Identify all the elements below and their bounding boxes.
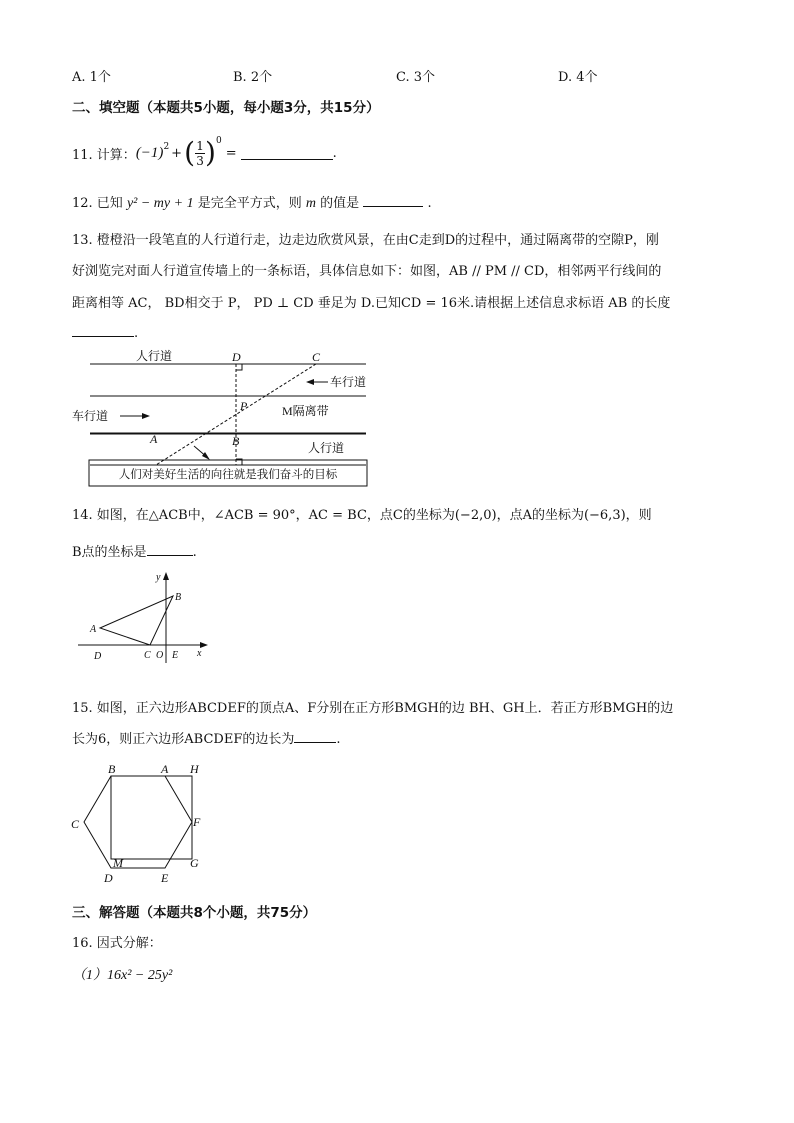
triangle-ACB <box>100 596 173 645</box>
q11-period: . <box>332 145 337 161</box>
question-11 <box>72 138 337 168</box>
q12-prefix: 12. 已知 <box>72 196 123 211</box>
q12-period: . <box>427 196 432 211</box>
option-c: C. 3个 <box>396 70 436 85</box>
label-F: F <box>193 815 201 829</box>
label-lane-right: 车行道 <box>330 375 367 389</box>
label-A: A <box>150 432 158 446</box>
q15-period: . <box>336 732 341 747</box>
label-P: P <box>240 399 248 413</box>
q11-plus: + <box>171 145 183 161</box>
q11-fraction <box>195 139 205 168</box>
q13-figure <box>60 346 380 488</box>
q13-period: . <box>134 326 139 341</box>
q11-left-paren: ( <box>184 136 196 169</box>
q11-frac-den: 3 <box>196 153 204 168</box>
label-y: y <box>156 572 161 583</box>
section-title-solutions: 三、解答题（本题共8个小题，共75分） <box>72 905 317 921</box>
section-title-fill-blank: 二、填空题（本题共5小题，每小题3分，共15分） <box>72 100 380 116</box>
label-x: x <box>197 648 202 659</box>
arrowhead-left-icon <box>306 379 314 385</box>
label-B: B <box>232 434 240 448</box>
label-M: M <box>113 856 123 870</box>
label-B: B <box>175 592 182 603</box>
arrowhead-right-icon <box>142 413 150 419</box>
q11-exp-a: 2 <box>163 142 170 152</box>
q11-frac-num: 1 <box>196 138 204 153</box>
square-BMGH <box>111 776 192 859</box>
q11-expr-a: (−1) <box>135 144 164 161</box>
q13-line-2: 好浏览完对面人行道宣传墙上的一条标语，具体信息如下：如图，AB // PM // CD，相邻两平行线间的 <box>72 264 662 279</box>
q13-line-1: 13. 橙橙沿一段笔直的人行道行走，边走边欣赏风景，在由C走到D的过程中，通过隔离带的空隙P，刚 <box>72 233 659 248</box>
option-d: D. 4个 <box>558 70 598 85</box>
q12-var: m <box>305 196 317 211</box>
label-H: H <box>190 762 199 776</box>
q13-answer-blank[interactable] <box>72 324 134 337</box>
q12-suffix: 的值是 <box>320 196 360 211</box>
y-axis-arrow-icon <box>163 572 169 580</box>
q11-prefix: 11. 计算： <box>72 147 136 163</box>
q15-figure <box>66 756 216 888</box>
q14-line-2-wrap <box>72 541 197 560</box>
label-D: D <box>232 350 241 364</box>
label-sidewalk-bottom: 人行道 <box>308 441 345 455</box>
q14-line-1: 14. 如图，在△ACB中，∠ACB = 90°，AC = BC，点C的坐标为(−2,0)，点A的坐标为(−6,3)，则 <box>72 508 652 523</box>
q12-mid: 是完全平方式，则 <box>197 196 302 211</box>
label-E: E <box>161 871 169 885</box>
q13-answer <box>72 324 138 341</box>
q15-line-2: 长为6，则正六边形ABCDEF的边长为 <box>72 732 295 747</box>
q14-figure <box>76 568 216 664</box>
q16-stem: 16. 因式分解： <box>72 936 162 951</box>
label-G: G <box>190 856 199 870</box>
label-C: C <box>71 817 80 831</box>
label-D: D <box>94 651 102 662</box>
q11-right-paren: ) <box>205 136 216 169</box>
option-b: B. 2个 <box>233 70 273 85</box>
label-B: B <box>108 762 116 776</box>
q11-exp-b: 0 <box>215 136 222 146</box>
label-sidewalk-top: 人行道 <box>136 349 173 363</box>
label-A: A <box>161 762 169 776</box>
label-D: D <box>104 871 113 885</box>
label-C: C <box>312 350 321 364</box>
label-C: C <box>144 650 151 661</box>
q11-eq: = <box>225 145 237 161</box>
label-E: E <box>172 650 179 661</box>
hexagon-ABCDEF <box>84 776 192 868</box>
label-lane-left: 车行道 <box>72 409 109 423</box>
option-a: A. 1个 <box>72 70 111 85</box>
q12-expr: y² − my + 1 <box>126 196 194 211</box>
q14-line-2: B点的坐标是 <box>72 545 147 560</box>
label-median: M隔离带 <box>282 404 329 418</box>
right-angle-D <box>236 364 242 370</box>
slogan-text: 人们对美好生活的向往就是我们奋斗的目标 <box>118 469 338 481</box>
q15-line-1: 15. 如图，正六边形ABCDEF的顶点A、F分别在正方形BMGH的边 BH、GH上．若正方形BMGH的边 <box>72 701 674 716</box>
q14-answer-blank[interactable] <box>147 543 193 556</box>
q12-answer-blank[interactable] <box>363 194 423 207</box>
q11-answer-blank[interactable] <box>241 147 333 160</box>
q13-line-3: 距离相等 AC， BD相交于 P， PD ⊥ CD 垂足为 D.已知CD = 16米.请根据上述信息求标语 AB 的长度 <box>72 296 671 311</box>
pointer-arrowhead-icon <box>202 452 210 460</box>
q15-line-2-wrap <box>72 728 340 747</box>
q16-part-1: （1）16x² − 25y² <box>72 968 173 983</box>
q15-answer-blank[interactable] <box>294 730 336 743</box>
q14-period: . <box>192 545 197 560</box>
label-O: O <box>156 650 164 661</box>
label-A: A <box>90 624 97 635</box>
question-12 <box>72 192 432 212</box>
